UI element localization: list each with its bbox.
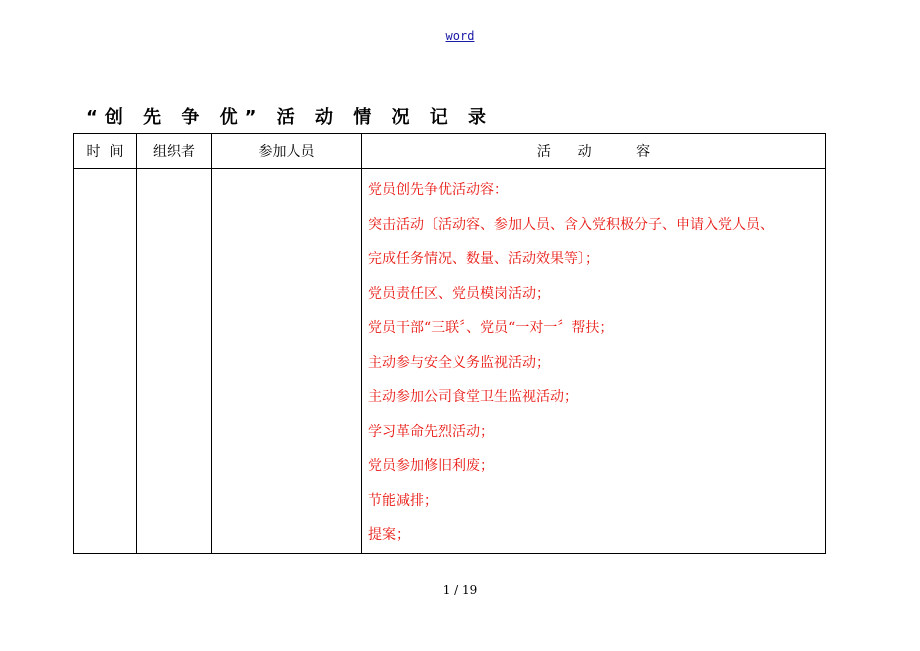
content-line: 突击活动〔活动容、参加人员、含入党积极分子、申请入党人员、: [368, 216, 774, 233]
column-header-organizer: 组织者: [137, 134, 212, 169]
content-line: 主动参加公司食堂卫生监视活动；: [368, 389, 578, 405]
content-line: 党员参加修旧利废；: [368, 458, 494, 474]
column-header-time: 时 间: [74, 134, 137, 169]
column-header-activity-content: 活 动 容: [362, 134, 826, 169]
activity-record-table: [73, 133, 826, 554]
content-line: 党员干部“三联〞、党员“一对一〞帮扶；: [368, 320, 614, 336]
content-line: 学习革命先烈活动；: [368, 423, 494, 440]
content-line: 完成任务情况、数量、活动效果等〕；: [368, 251, 599, 267]
table-row: [74, 169, 826, 554]
document-title: “创 先 争 优” 活 动 情 况 记 录: [86, 107, 494, 128]
content-line: 主动参与安全义务监视活动；: [368, 354, 550, 371]
content-lines: [362, 169, 825, 553]
content-line: 节能减排；: [368, 492, 438, 509]
table-header-row: [74, 134, 826, 169]
cell-time: [74, 169, 137, 554]
content-line: 党员创先争优活动容：: [368, 182, 508, 198]
cell-organizer: [137, 169, 212, 554]
cell-activity-content: [362, 169, 826, 554]
content-line: 党员责任区、党员模岗活动；: [368, 285, 550, 302]
column-header-participants: 参加人员: [212, 134, 362, 169]
cell-participants: [212, 169, 362, 554]
page-number: 1 / 19: [442, 583, 478, 597]
header-word-link[interactable]: word: [445, 29, 475, 43]
content-line: 提案；: [368, 527, 410, 543]
